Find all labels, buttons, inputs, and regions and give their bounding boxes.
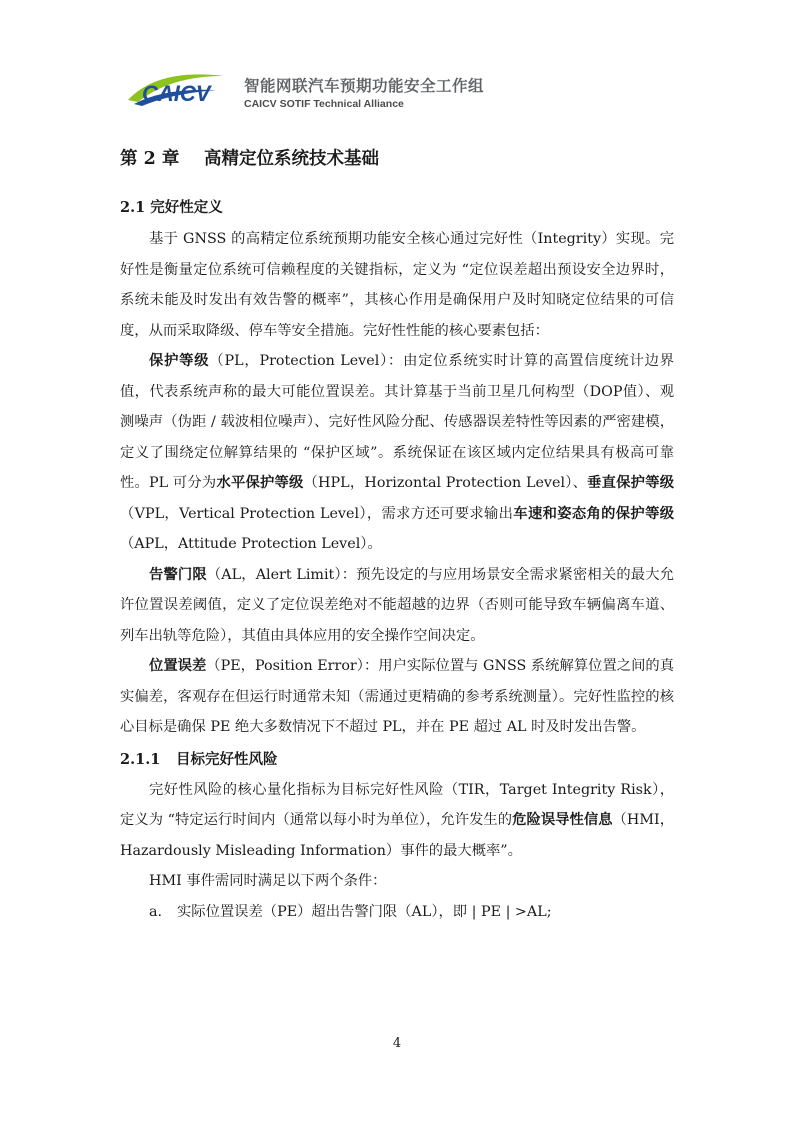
hmi-term: 危险误导性信息 <box>512 812 613 828</box>
page-number: 4 <box>392 1036 402 1051</box>
al-term: 告警门限 <box>149 566 207 583</box>
hpl-term: 水平保护等级 <box>216 475 304 491</box>
caicv-logo-graphic <box>124 66 236 112</box>
document-body <box>120 140 674 927</box>
hmi-conditions-paragraph: HMI 事件需同时满足以下两个条件： <box>149 873 387 889</box>
pe-paragraph: 位置误差（PE，Position Error）：用户实际位置与 GNSS 系统解算位置之间的真实偏差，客观存在但运行时通常未知（需通过更精确的参考系统测量）。完好性监控的核心目标是确保 PE 绝大多数情况下不超过 PL，并在 PE 超过 AL 时及时发出告警。 <box>120 658 675 735</box>
list-item-label: a. <box>149 903 163 920</box>
subsection-title: 目标完好性风险 <box>176 750 278 768</box>
document-header <box>124 66 504 112</box>
chapter-title: 高精定位系统技术基础 <box>204 149 379 169</box>
caicv-logo <box>124 66 236 112</box>
section-heading-2-1: 2.1 完好性定义 <box>120 199 223 216</box>
org-name <box>244 74 484 110</box>
org-name-en: CAICV SOTIF Technical Alliance <box>244 98 404 110</box>
apl-term: 车速和姿态角的保护等级 <box>513 505 675 522</box>
intro-paragraph: 基于 GNSS 的高精定位系统预期功能安全核心通过完好性（Integrity）实现。完好性是衡量定位系统可信赖程度的关键指标，定义为 “定位误差超出预设安全边界时，系统未能及时发出有效告警的概率”，其核心作用是确保用户及时知晓定位结果的可信度，从而采取降级、停车等安全措施。完好性性能的核心要素包括： <box>120 231 674 339</box>
tir-paragraph: 完好性风险的核心量化指标为目标完好性风险（TIR，Target Integrity Risk），定义为 “特定运行时间内（通常以每小时为单位），允许发生的危险误导性信息（HMI，Hazardously Misleading Information）事件的最大概率”。 <box>120 781 674 859</box>
chapter-number: 第 2 章 <box>120 149 180 169</box>
subsection-number: 2.1.1 <box>120 750 161 768</box>
section-heading-2-1-1 <box>120 749 674 771</box>
chapter-heading <box>120 147 674 171</box>
pl-paragraph: 保护等级（PL，Protection Level）：由定位系统实时计算的高置信度统计边界值，代表系统声称的最大可能位置误差。其计算基于当前卫星几何构型（DOP值）、观测噪声（伪距 / 载波相位噪声）、完好性风险分配、传感器误差特性等因素的严密建模，定义了围绕定位解算结果的 “保护区域”。系统保证在该区域内定位结果具有极高可靠性。PL 可分为水平保护等级（HPL，Horizontal Protection Level）、垂直保护等级（VPL，Vertical Protection Level），需求方还可要求输出车速和姿态角的保护等级（APL，Attitude Protection Level）。 <box>120 353 675 552</box>
pe-term: 位置误差 <box>149 658 207 674</box>
list-item-a <box>120 897 674 928</box>
org-name-cn: 智能网联汽车预期功能安全工作组 <box>244 77 485 95</box>
al-paragraph: 告警门限（AL，Alert Limit）：预先设定的与应用场景安全需求紧密相关的最大允许位置误差阈值，定义了定位误差绝对不能超越的边界（否则可能导致车辆偏离车道、列车出轨等危险），其值由具体应用的安全操作空间决定。 <box>120 566 674 644</box>
vpl-term: 垂直保护等级 <box>587 475 675 491</box>
list-item-text: 实际位置误差（PE）超出告警门限（AL），即 | PE | >AL; <box>177 903 552 920</box>
logo-wordmark: CAICV <box>142 81 211 106</box>
pl-term: 保护等级 <box>149 353 210 369</box>
